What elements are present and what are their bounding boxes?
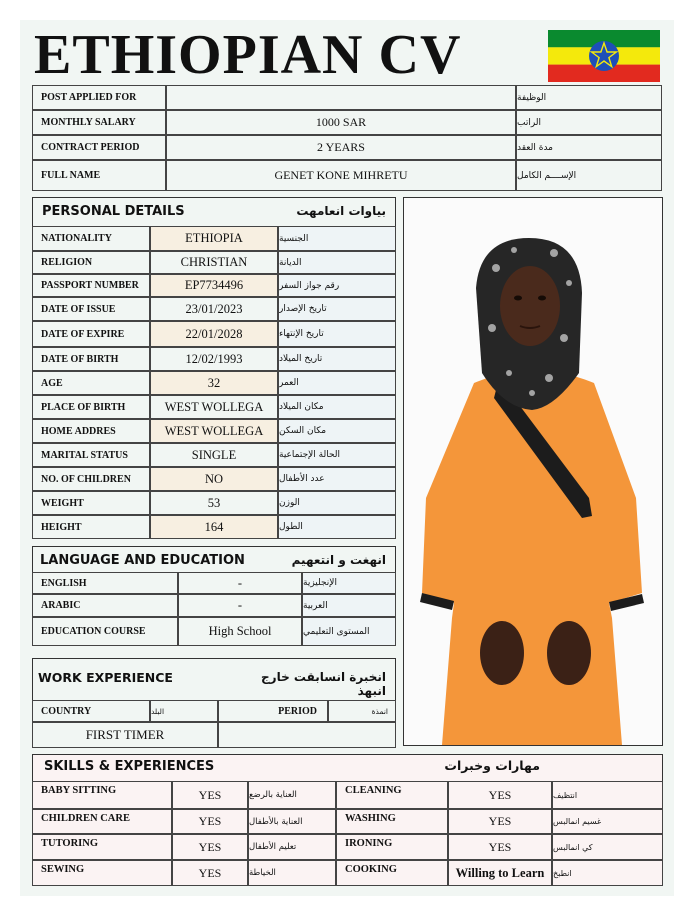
skill-label: COOKING [336, 860, 448, 886]
top-label-ar: الراتب [516, 110, 662, 135]
language-label-ar: المستوى التعليمي [302, 617, 396, 646]
personal-value: SINGLE [150, 443, 278, 467]
personal-value: 22/01/2028 [150, 321, 278, 347]
top-label: CONTRACT PERIOD [32, 135, 166, 160]
language-label-ar: العربية [302, 594, 396, 617]
personal-label: DATE OF ISSUE [32, 297, 150, 321]
personal-label-ar: عدد الأطفال [278, 467, 396, 491]
personal-value: ETHIOPIA [150, 226, 278, 251]
top-value: GENET KONE MIHRETU [166, 160, 516, 191]
work-period-value [218, 722, 396, 748]
work-country-label-ar: البلد [150, 700, 218, 722]
personal-label: HEIGHT [32, 515, 150, 539]
skill-value: YES [172, 834, 248, 860]
personal-label: HOME ADDRES [32, 419, 150, 443]
skill-label: BABY SITTING [32, 781, 172, 809]
top-value [166, 85, 516, 110]
skill-label-ar: العناية بالأطفال [248, 809, 336, 834]
skill-value: YES [448, 809, 552, 834]
language-label-ar: الإنجليزية [302, 572, 396, 594]
personal-label: PASSPORT NUMBER [32, 274, 150, 297]
skill-label: IRONING [336, 834, 448, 860]
top-label: FULL NAME [32, 160, 166, 191]
personal-label-ar: تاريخ الإنتهاء [278, 321, 396, 347]
personal-details-title-ar: بياوات انعامهت [296, 204, 386, 218]
personal-value: 164 [150, 515, 278, 539]
skill-value: YES [448, 781, 552, 809]
work-period-label: PERIOD [218, 700, 328, 722]
personal-value: EP7734496 [150, 274, 278, 297]
personal-value: 32 [150, 371, 278, 395]
personal-label-ar: الديانة [278, 251, 396, 274]
language-value: - [178, 572, 302, 594]
top-label: MONTHLY SALARY [32, 110, 166, 135]
skill-value: YES [172, 809, 248, 834]
personal-label: MARITAL STATUS [32, 443, 150, 467]
work-experience-title: WORK EXPERIENCE [38, 670, 173, 685]
skill-label-ar: العناية بالرضع [248, 781, 336, 809]
personal-label-ar: مكان السكن [278, 419, 396, 443]
personal-label-ar: الجنسية [278, 226, 396, 251]
language-value: High School [178, 617, 302, 646]
work-country-label: COUNTRY [32, 700, 150, 722]
skill-label: CHILDREN CARE [32, 809, 172, 834]
skill-value: YES [448, 834, 552, 860]
skill-label: SEWING [32, 860, 172, 886]
top-label-ar: الوظيفة [516, 85, 662, 110]
personal-value: 23/01/2023 [150, 297, 278, 321]
language-education-title-ar: انهغت و انتعهيم [291, 553, 386, 567]
personal-label-ar: مكان الميلاد [278, 395, 396, 419]
skills-title: SKILLS & EXPERIENCES [44, 759, 215, 774]
candidate-photo [403, 197, 663, 746]
top-label-ar: مدة العقد [516, 135, 662, 160]
skill-label-ar: غسيم انمالبس [552, 809, 663, 834]
personal-label-ar: الطول [278, 515, 396, 539]
skill-label: CLEANING [336, 781, 448, 809]
work-country-value: FIRST TIMER [32, 722, 218, 748]
language-value: - [178, 594, 302, 617]
skill-label-ar: الخياطة [248, 860, 336, 886]
language-label: ARABIC [32, 594, 178, 617]
top-value: 1000 SAR [166, 110, 516, 135]
personal-label: NATIONALITY [32, 226, 150, 251]
personal-label: NO. OF CHILDREN [32, 467, 150, 491]
personal-label: DATE OF BIRTH [32, 347, 150, 371]
personal-label-ar: تاريخ الميلاد [278, 347, 396, 371]
ethiopia-flag-icon [548, 30, 660, 82]
personal-value: WEST WOLLEGA [150, 419, 278, 443]
skills-title-ar: مهارات وخبرات [444, 758, 540, 773]
personal-label-ar: العمر [278, 371, 396, 395]
skill-label: WASHING [336, 809, 448, 834]
personal-label-ar: الوزن [278, 491, 396, 515]
top-label-ar: الإســــم الكامل [516, 160, 662, 191]
personal-label-ar: رقم جواز السفر [278, 274, 396, 297]
cv-title: ETHIOPIAN CV [34, 24, 462, 86]
personal-label: PLACE OF BIRTH [32, 395, 150, 419]
personal-value: CHRISTIAN [150, 251, 278, 274]
personal-label: WEIGHT [32, 491, 150, 515]
work-period-label-ar: انمذة [328, 700, 396, 722]
language-education-title: LANGUAGE AND EDUCATION [40, 553, 245, 568]
language-label: ENGLISH [32, 572, 178, 594]
top-value: 2 YEARS [166, 135, 516, 160]
language-label: EDUCATION COURSE [32, 617, 178, 646]
personal-label: DATE OF EXPIRE [32, 321, 150, 347]
personal-value: NO [150, 467, 278, 491]
personal-value: 53 [150, 491, 278, 515]
skill-label-ar: كي انمالبس [552, 834, 663, 860]
skill-value: YES [172, 781, 248, 809]
personal-label: RELIGION [32, 251, 150, 274]
personal-label-ar: تاريخ الإصدار [278, 297, 396, 321]
skill-label-ar: انتظيف [552, 781, 663, 809]
work-experience-title-ar: انخبرة انسابقت خارج انبهذ [261, 670, 386, 698]
top-label: POST APPLIED FOR [32, 85, 166, 110]
personal-value: 12/02/1993 [150, 347, 278, 371]
skill-label-ar: تعليم الأطفال [248, 834, 336, 860]
personal-value: WEST WOLLEGA [150, 395, 278, 419]
personal-label: AGE [32, 371, 150, 395]
skill-label-ar: انطبخ [552, 860, 663, 886]
personal-details-title: PERSONAL DETAILS [42, 204, 185, 219]
skill-value: Willing to Learn [448, 860, 552, 886]
skill-value: YES [172, 860, 248, 886]
skill-label: TUTORING [32, 834, 172, 860]
personal-label-ar: الحالة الإجتماعية [278, 443, 396, 467]
